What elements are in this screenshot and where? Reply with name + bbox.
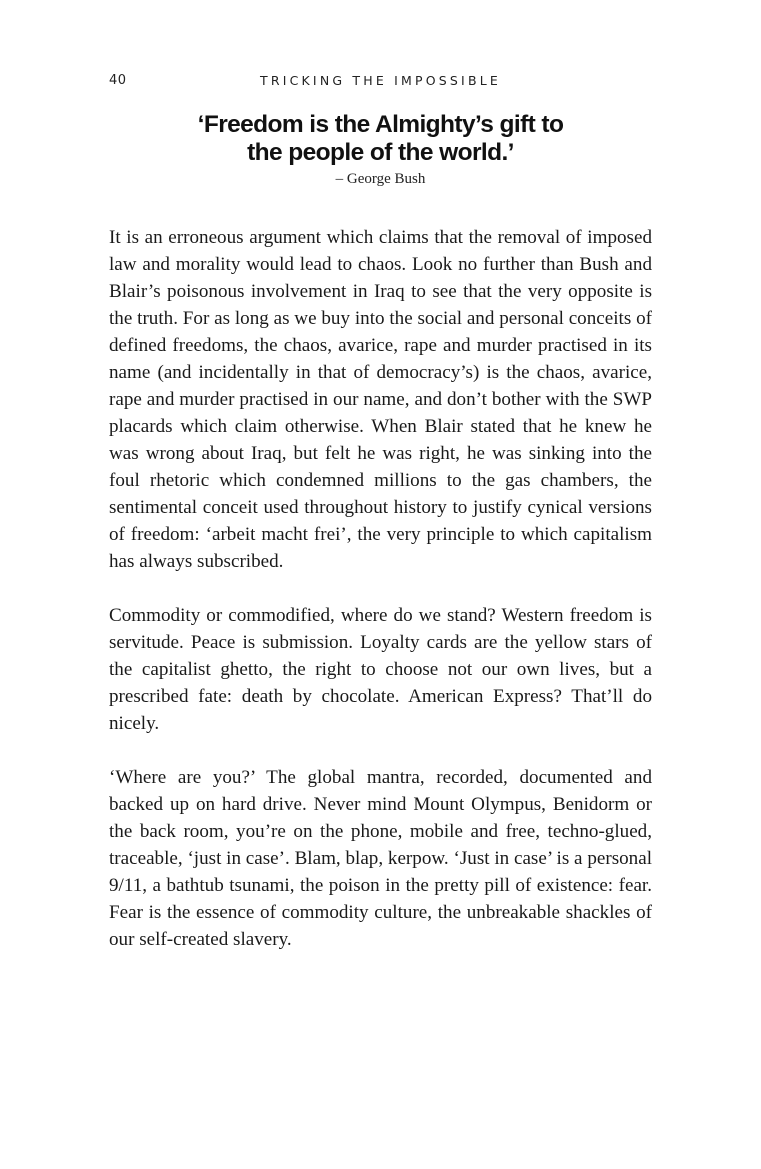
epigraph-quote-line-1: ‘Freedom is the Almighty’s gift to: [197, 111, 564, 138]
epigraph-attribution: – George Bush: [335, 171, 426, 187]
paragraph-1: It is an erroneous argument which claims that the removal of imposed law and morality would lead to chaos. Look no further than Bush and Blair’s poisonous involvement in Iraq to see that the very opposite is the truth. For as long as we buy into the social and personal conceits of defined freedoms, the chaos, avarice, rape and murder practised in its name (and incidentally in that of democracy’s) is the chaos, avarice, rape and murder practised in our name, and don’t bother with the SWP placards which claim otherwise. When Blair stated that he knew he was wrong about Iraq, but felt he was right, he was sinking into the foul rhetoric which condemned millions to the gas chambers, the sentimental conceit used throughout history to justify cynical versions of freedom: ‘arbeit macht frei’, the very principle to which capitalism has always subscribed.: [109, 227, 652, 572]
epigraph: [109, 111, 652, 188]
epigraph-quote: [109, 111, 652, 167]
page-number: 40: [109, 73, 127, 88]
epigraph-quote-line-2: the people of the world.’: [247, 139, 514, 166]
paragraph-2: Commodity or commodified, where do we stand? Western freedom is servitude. Peace is submission. Loyalty cards are the yellow stars of the capitalist ghetto, the right to choose not our own lives, but a prescribed fate: death by chocolate. American Express? That’ll do nicely.: [109, 605, 652, 734]
running-head: TRICKING THE IMPOSSIBLE: [260, 73, 501, 88]
body-text: [109, 224, 652, 980]
paragraph-3: ‘Where are you?’ The global mantra, recorded, documented and backed up on hard drive. Never mind Mount Olympus, Benidorm or the back room, you’re on the phone, mobile and free, techno-glued, traceable, ‘just in case’. Blam, blap, kerpow. ‘Just in case’ is a personal 9/11, a bathtub tsunami, the poison in the pretty pill of existence: fear. Fear is the essence of commodity culture, the unbreakable shackles of our self-created slavery.: [109, 767, 652, 950]
